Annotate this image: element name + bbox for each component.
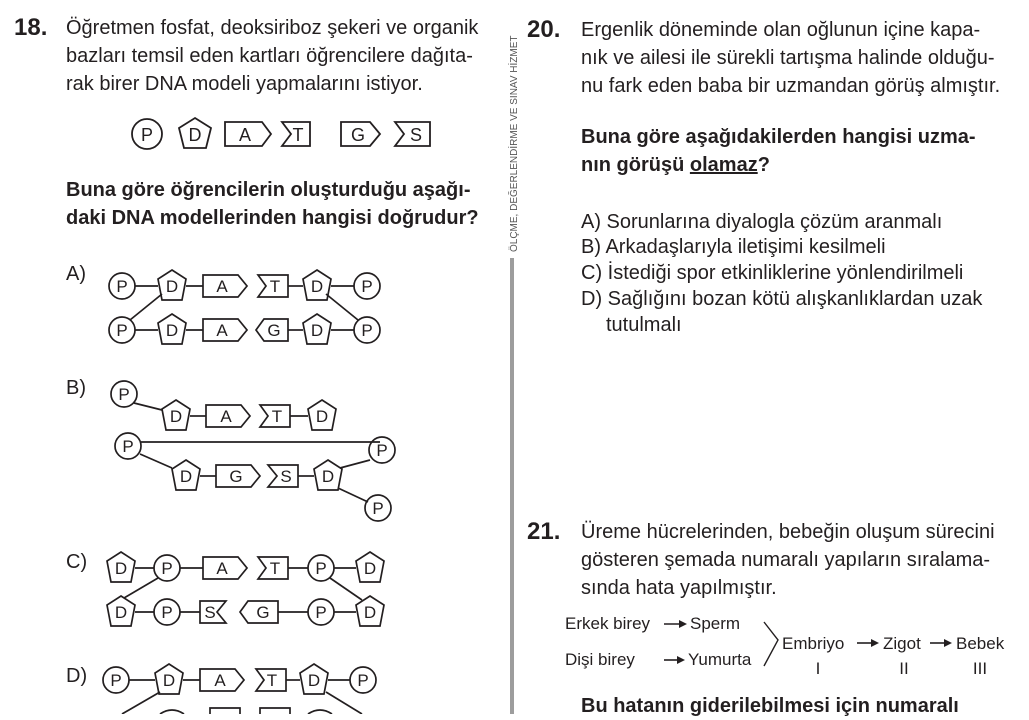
question-21-line-1: Üreme hücrelerinden, bebeğin oluşum sürecini <box>581 521 995 543</box>
scheme-num-2: II <box>899 659 909 678</box>
option-d-dna-model[interactable] <box>100 662 400 714</box>
svg-text:D: D <box>114 559 128 578</box>
card-legend <box>0 110 500 160</box>
svg-text:A: A <box>220 407 232 426</box>
card-label-s: S <box>409 125 423 145</box>
svg-text:P: P <box>361 277 373 296</box>
svg-text:P: P <box>376 441 388 460</box>
svg-text:G: G <box>256 603 270 622</box>
svg-text:A: A <box>216 559 228 578</box>
svg-text:D: D <box>165 321 179 340</box>
question-18-line-2: bazları temsil eden kartları öğrencilere dağıta- <box>66 45 473 67</box>
svg-text:P: P <box>110 671 122 690</box>
choice-a[interactable]: A) Sorunlarına diyalogla çözüm aranmalı <box>581 211 943 233</box>
svg-text:D: D <box>114 603 128 622</box>
svg-text:P: P <box>357 671 369 690</box>
arrow-icon <box>871 639 879 647</box>
svg-text:P: P <box>315 559 327 578</box>
option-b-dna-model[interactable] <box>100 376 400 526</box>
question-21-line-3: sında hata yapılmıştır. <box>581 577 777 599</box>
option-c-label[interactable]: C) <box>66 551 88 573</box>
card-label-t: T <box>292 125 304 145</box>
svg-text:P: P <box>161 559 173 578</box>
scheme-embryo: Embriyo <box>782 634 845 653</box>
question-18-prompt-line-2: daki DNA modellerinden hangisi doğrudur? <box>66 207 479 229</box>
question-20-line-3: nu fark eden baba bir uzmandan görüş almıştır. <box>581 75 1001 97</box>
scheme-zygote: Zigot <box>883 634 921 653</box>
svg-text:G: G <box>229 467 243 486</box>
column-divider <box>510 258 514 714</box>
question-18-prompt-line-1: Buna göre öğrencilerin oluşturduğu aşağı- <box>66 179 471 201</box>
svg-text:T: T <box>266 671 278 690</box>
question-20-line-2: nık ve ailesi ile sürekli tartışma halinde olduğu- <box>581 47 995 69</box>
choice-b[interactable]: B) Arkadaşlarıyla iletişimi kesilmeli <box>581 236 886 258</box>
question-18-line-3: rak birer DNA modeli yapmalarını istiyor. <box>66 73 423 95</box>
svg-text:T: T <box>269 559 281 578</box>
option-a-dna-model[interactable] <box>100 266 400 350</box>
card-label-g: G <box>350 125 366 145</box>
question-18-line-1: Öğretmen fosfat, deoksiriboz şekeri ve organik <box>66 17 479 39</box>
side-publisher-text: ÖLÇME, DEĞERLENDİRME VE SINAV HİZMET <box>509 35 520 252</box>
arrow-icon <box>677 656 685 664</box>
question-18-number: 18. <box>14 14 48 41</box>
svg-text:D: D <box>315 407 329 426</box>
svg-text:D: D <box>310 321 324 340</box>
choice-d[interactable]: D) Sağlığını bozan kötü alışkanlıklardan uzak <box>581 288 983 310</box>
svg-text:P: P <box>315 603 327 622</box>
svg-text:S: S <box>204 603 216 622</box>
question-20-prompt-line-1: Buna göre aşağıdakilerden hangisi uzma- <box>581 126 976 148</box>
question-21-cut-line: Bu hatanın giderilebilmesi için numaralı <box>581 695 959 717</box>
scheme-num-1: I <box>815 659 821 678</box>
svg-text:P: P <box>122 437 134 456</box>
scheme-baby: Bebek <box>956 634 1005 653</box>
scheme-male: Erkek birey <box>565 614 651 633</box>
option-a-label[interactable]: A) <box>66 263 86 285</box>
svg-text:G: G <box>267 321 281 340</box>
card-label-p: P <box>140 125 154 145</box>
arrow-icon <box>944 639 952 647</box>
svg-text:A: A <box>216 321 228 340</box>
option-c-dna-model[interactable] <box>100 548 400 632</box>
svg-text:P: P <box>116 321 128 340</box>
svg-text:D: D <box>321 467 335 486</box>
svg-text:D: D <box>169 407 183 426</box>
svg-text:A: A <box>216 277 228 296</box>
svg-text:P: P <box>372 499 384 518</box>
question-21-number: 21. <box>527 518 561 545</box>
svg-text:D: D <box>363 603 377 622</box>
svg-text:T: T <box>271 407 283 426</box>
svg-text:P: P <box>361 321 373 340</box>
option-b-label[interactable]: B) <box>66 377 86 399</box>
svg-text:D: D <box>310 277 324 296</box>
svg-text:P: P <box>116 277 128 296</box>
option-d-label[interactable]: D) <box>66 665 88 687</box>
card-label-a: A <box>238 125 252 145</box>
svg-text:P: P <box>118 385 130 404</box>
scheme-sperm: Sperm <box>690 614 741 633</box>
svg-text:D: D <box>162 671 176 690</box>
svg-text:D: D <box>307 671 321 690</box>
arrow-icon <box>679 620 687 628</box>
svg-text:S: S <box>280 467 292 486</box>
scheme-egg: Yumurta <box>688 650 752 669</box>
question-20-prompt-line-2: nın görüşü olamaz? <box>581 154 770 176</box>
svg-text:D: D <box>363 559 377 578</box>
scheme-num-3: III <box>972 659 988 678</box>
svg-text:A: A <box>214 671 226 690</box>
svg-text:T: T <box>269 277 281 296</box>
svg-text:P: P <box>161 603 173 622</box>
reproduction-scheme <box>560 608 1020 680</box>
card-label-d: D <box>188 125 202 145</box>
svg-text:D: D <box>165 277 179 296</box>
scheme-female: Dişi birey <box>565 650 635 669</box>
merge-bracket <box>764 622 778 666</box>
question-20-number: 20. <box>527 16 561 43</box>
svg-text:D: D <box>179 467 193 486</box>
question-20-line-1: Ergenlik döneminde olan oğlunun içine kapa- <box>581 19 981 41</box>
question-21-line-2: gösteren şemada numaralı yapıların sıralama- <box>581 549 991 571</box>
choice-d-continued: tutulmalı <box>606 314 682 336</box>
choice-c[interactable]: C) İstediği spor etkinliklerine yönlendirilmeli <box>581 262 964 284</box>
underlined-olamaz: olamaz <box>689 154 758 176</box>
